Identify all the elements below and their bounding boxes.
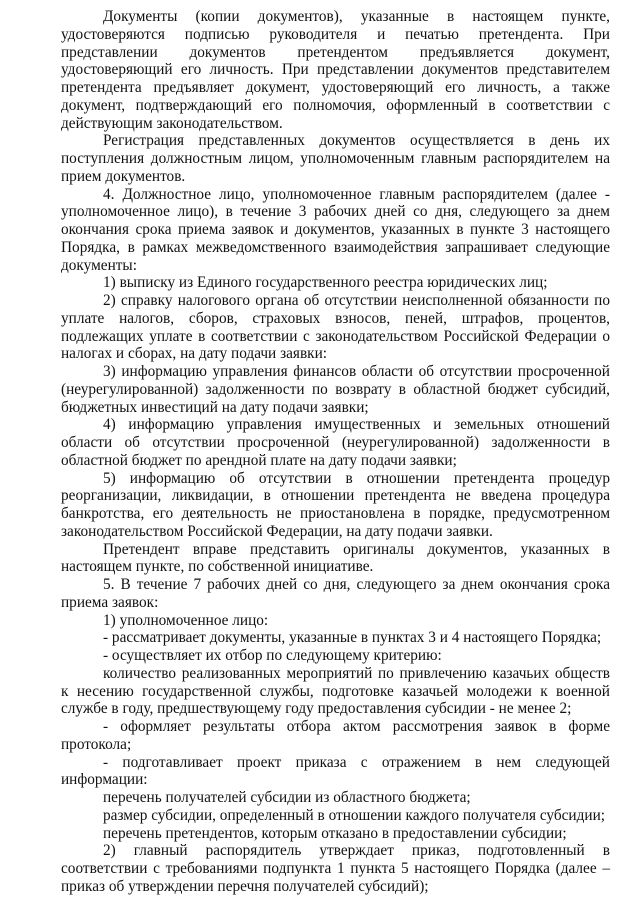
list-item-4-4: 4) информацию управления имущественных и земельных отношений области об отсутствии просроченной (неурегулированной) задолженности в областной бюджет по арендной плате на дату подачи заявки; — [61, 416, 610, 469]
list-item-4-5: 5) информацию об отсутствии в отношении претендента процедур реорганизации, ликвидации, в отношении претендента не введена процедура банкротства, его деятельность не приостановлена в порядке, предусмотренном законодательством Российской Федерации, на дату подачи заявки. — [61, 469, 610, 540]
list-item-4-2: 2) справку налогового органа об отсутствии неисполненной обязанности по уплате налогов, сборов, страховых взносов, пеней, штрафов, процентов, подлежащих уплате в соответствии с законодательством Российской Федерации о налогах и сборах, на дату подачи заявки: — [61, 292, 610, 363]
paragraph-criterion: количество реализованных мероприятий по привлечению казачьих обществ к несению государственной службы, подготовке казачьей молодежи к военной службе в году, предшествующему году предоставления субсидии - не менее 2; — [61, 664, 610, 718]
paragraph-documents-certification: Документы (копии документов), указанные в настоящем пункте, удостоверяются подписью руководителя и печатью претендента. При представлении документов претендентом предъявляется документ, удостоверяющий его личность. При представлении документов представителем претендента предъявляет документ, удостоверяющий его личность, а также документ, подтверждающий его полномочия, оформленный в соответствии с действующим законодательством. — [61, 8, 610, 132]
paragraph-recipients-list: перечень получателей субсидии из областного бюджета; — [103, 789, 471, 806]
list-item-5-1-protocol: - оформляет результаты отбора актом рассмотрения заявок в форме протокола; — [61, 718, 610, 753]
list-item-5-1-draft-order: - подготавливает проект приказа с отражением в нем следующей информации: — [61, 753, 610, 789]
list-item-5-1-review: - рассматривает документы, указанные в пунктах 3 и 4 настоящего Порядка; — [103, 629, 602, 647]
paragraph-originals: Претендент вправе представить оригиналы документов, указанных в настоящем пункте, по собственной инициативе. — [61, 540, 610, 576]
list-item-4-3: 3) информацию управления финансов области об отсутствии просроченной (неурегулированной) задолженности по возврату в областной бюджет субсидий, бюджетных инвестиций на дату подачи заявки; — [61, 363, 610, 416]
paragraph-registration: Регистрация представленных документов осуществляется в день их поступления должностным лицом, уполномоченным главным распорядителем на прием документов. — [61, 132, 610, 185]
paragraph-section-4: 4. Должностное лицо, уполномоченное главным распорядителем (далее - уполномоченное лицо), в течение 3 рабочих дней со дня, следующего за днем окончания срока приема заявок и документов, указанных в пункте 3 настоящего Порядка, в рамках межведомственного взаимодействия запрашивает следующие документы: — [61, 185, 610, 274]
list-item-5-1: 1) уполномоченное лицо: — [103, 611, 269, 629]
paragraph-section-5: 5. В течение 7 рабочих дней со дня, следующего за днем окончания срока приема заявок: — [61, 576, 610, 611]
list-item-4-1: 1) выписку из Единого государственного реестра юридических лиц; — [103, 274, 548, 292]
list-item-5-2: 2) главный распорядитель утверждает приказ, подготовленный в соответствии с требованиями подпункта 1 пункта 5 настоящего Порядка (далее – приказ об утверждении перечня получателей субсидий); — [61, 842, 610, 895]
paragraph-subsidy-amount: размер субсидии, определенный в отношении каждого получателя субсидии; — [103, 806, 606, 824]
paragraph-refused-list: перечень претендентов, которым отказано в предоставлении субсидии; — [103, 824, 567, 842]
list-item-5-1-selection: - осуществляет их отбор по следующему критерию: — [103, 647, 442, 664]
